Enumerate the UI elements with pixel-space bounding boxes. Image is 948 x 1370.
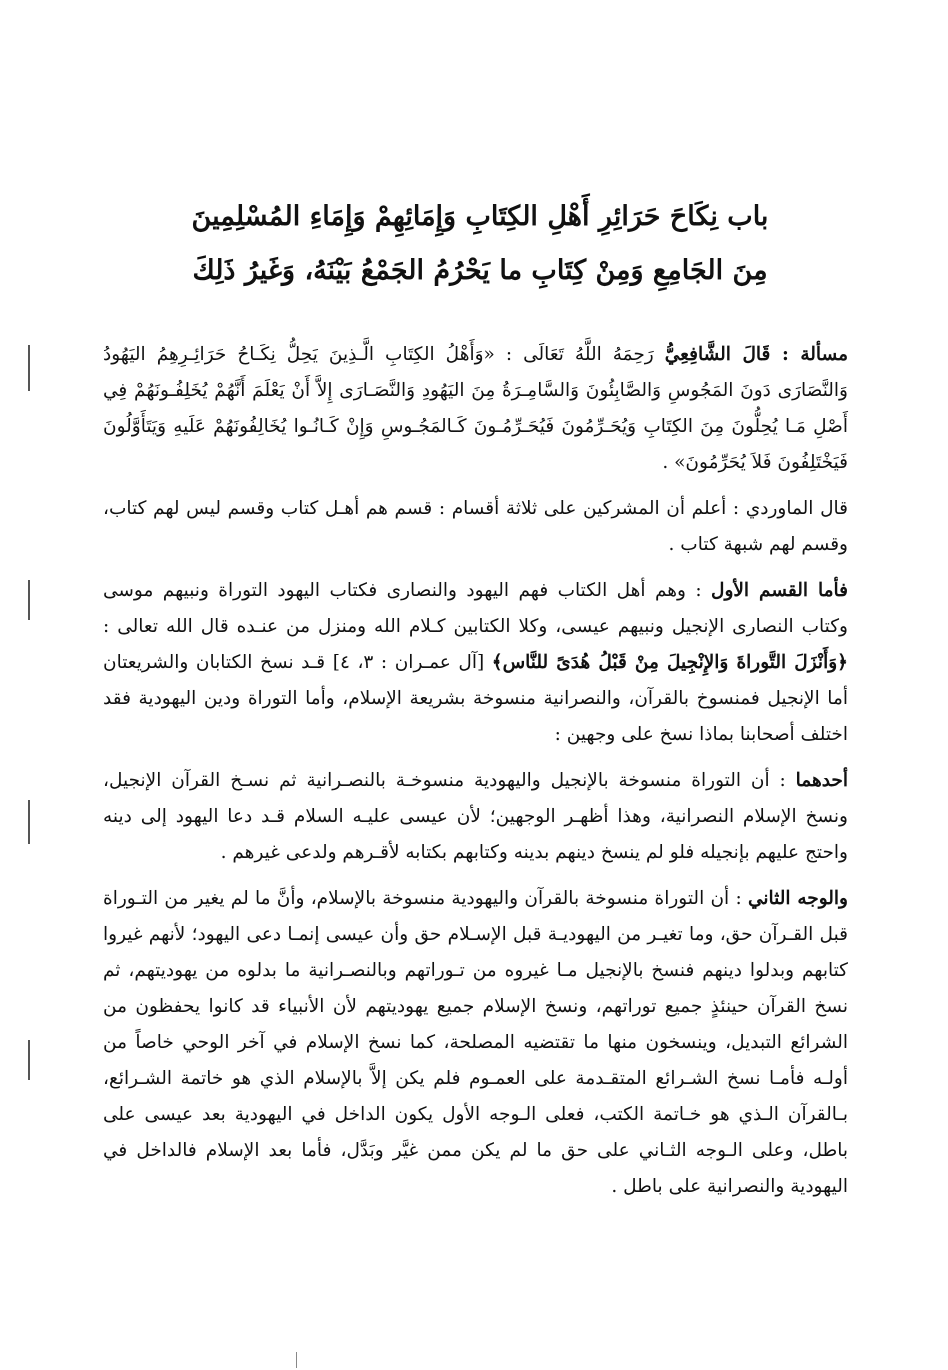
page-body [103,337,848,1215]
paragraph-text: [آل عمـران : ٣، ٤] قـد نسخ الكتابان والشريعتان أما الإنجيل فمنسوخ بالقرآن، والنصرانية منسوخة بشريعة الإسلام، وأما التوراة ودين اليهودية فقد اختلف أصحابنا بماذا نسخ على وجهين : [103,652,848,745]
paragraph-text: قال الماوردي : أعلم أن المشركين على ثلاثة أقسام : قسم هم أهـل كتاب وقسم ليس لهم كتاب، وقسم لهم شبهة كتاب . [103,498,848,555]
paragraph-lead: مسألة : قَالَ الشَّافِعِيُّ [664,344,848,365]
paragraph-text: : أن التوراة منسوخة بالقرآن واليهودية منسوخة بالإسلام، وأنَّ ما لم يغير من التـوراة قبل القـرآن حق، وما تغيـر من اليهوديـة قبل الإسـلام حق وأن عيسى إنمـا دعى اليهود؛ لأنهم غيروا كتابهم وبدلوا دينهم فنسخ بالإنجيل مـا غيروه من تـوراتهم وبالنصـرانية ما بدلوه من يهوديتهم، ثم نسخ القرآن حينئذٍ جميع توراتهم، ونسخ الإسلام جميع يهوديتهم لأن الأنبياء قد كانوا يحفظون من الشرائع التبديل، وينسخون منها ما تقتضيه المصلحة، كما نسخ الإسلام في آخر الوحي خاصاً من أولـه فأمـا نسخ الشـرائع المتقـدمة على العمـوم فلم يكن إلاَّ بالإسلام الذي هو خاتمة الشـرائع، بـالقرآن الـذي هو خـاتمة الكتب، فعلى الـوجه الأول يكون الداخل في اليهودية بعد عيسى على باطل، وعلى الـوجه الثـاني على حق ما لم يكن ممن غيَّر وبَدَّل، فأما بعد الإسلام فالداخل في اليهودية والنصرانية على باطل . [103,888,848,1197]
chapter-title-line-1: باب نِكَاحَ حَرَائِرِ أَهْلِ الكِتَابِ وَإِمَائِهِمْ وَإِمَاءِ المُسْلِمِينَ [191,201,769,232]
paragraph-second-view [103,881,848,1205]
paragraph-lead: أحدهما [795,770,848,791]
paragraph-text: : وهم أهل الكتاب فهم اليهود والنصارى فكتاب اليهود التوراة ونبيهم موسى وكتاب النصارى الإنجيل ونبيهم عيسى، وكلا الكتابين كـلام الله ومنزل من عنـده قال الله تعالى : [103,580,848,637]
paragraph-mawardi [103,491,848,563]
paragraph-lead: فأما القسم الأول [711,580,848,601]
paragraph-first-section [103,573,848,753]
chapter-title-line-2: مِنَ الجَامِعِ وَمِنْ كِتَابِ ما يَحْرُمُ الجَمْعُ بَيْنَهُ، وَغَيرُ ذَلِكَ [192,255,768,286]
chapter-title [120,190,840,298]
paragraph-first-view [103,763,848,871]
scan-margin-mark [28,1040,30,1080]
paragraph-masala [103,337,848,481]
scan-edge-mark [296,1352,297,1368]
scan-margin-mark [28,580,30,620]
paragraph-lead: والوجه الثاني [747,888,848,909]
scan-margin-mark [28,345,30,391]
paragraph-text: : أن التوراة منسوخة بالإنجيل واليهودية منسوخـة بالنصـرانية ثم نسـخ القرآن الإنجيل، ونسخ الإسلام النصرانية، وهذا أظهـر الوجهين؛ لأن عيسى عليـه السلام قـد دعا اليهود إلى دينه واحتج عليهم بإنجيله فلو لم ينسخ دينهم بدينه وكتابهم بكتابه لأقـرهم ولدعى غيرهم . [103,770,848,863]
scan-margin-mark [28,800,30,844]
paragraph-text: رَحِمَهُ اللَّهُ تَعَالَى : «وَأَهْلُ الكِتَابِ الَّـذِينَ يَحِلُّ نِكَـاحُ حَرَائِـرِهِمُ اليَهُودُ وَالنَّصَارَى دَونَ المَجُوسِ وَالصَّابِئُونَ وَالسَّامِـرَةُ مِنَ اليَهُودِ وَالنَّصَـارَى إِلاَّ أَنْ يَعْلَمَ أَنَّهُمْ يُخَلِفُـونَهُمْ فِي أَصْلِ مَـا يُحِلُّونَ مِنَ الكِتَابِ وَيُحَـرِّمُونَ فَيُحَـرِّمُـونَ كَـالمَجُـوسِ وَإِنْ كَـانُـوا يُخَالِفُونَهُمْ عَلَيهِ وَيَتَأَوَّلُونَ فَيَخْتَلِفُونَ فَلاَ يُحَرِّمُونَ» . [103,344,848,473]
quran-verse: ﴿وَأَنْزَلَ التَّوراةَ وَالإِنْجِيلَ مِنْ قَبْلُ هُدَىً للنَّاس﴾ [491,652,848,673]
